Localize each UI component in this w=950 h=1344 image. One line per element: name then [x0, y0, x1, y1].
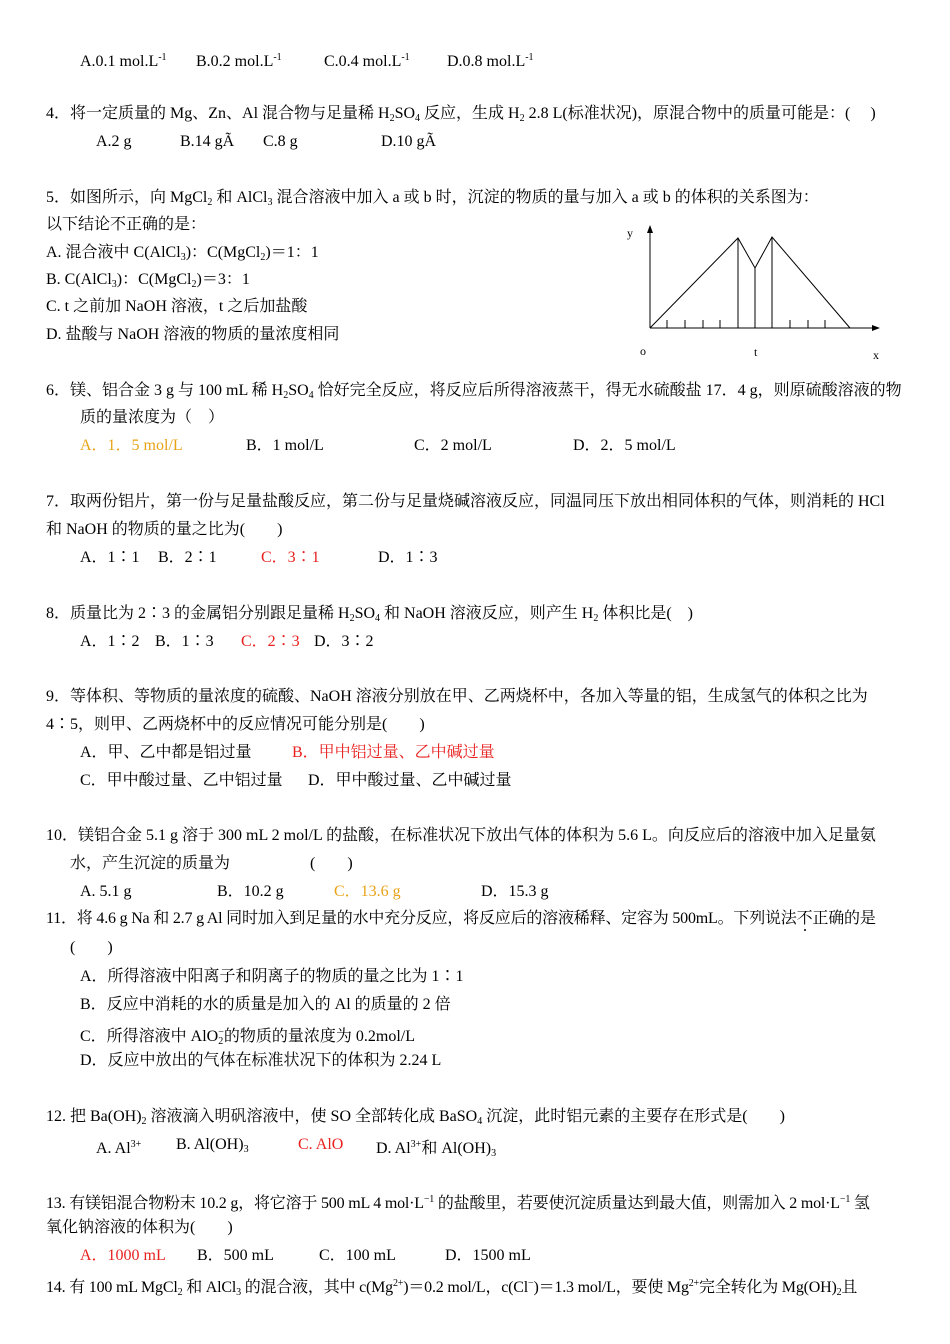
q5-stem: 5．如图所示，向 MgCl$_2$ 和 AlCl$_3$ 混合溶液中加入 a 或 b 时，沉淀的物质的量与加入 a 或 b 的体积的关系图为：: [46, 189, 819, 208]
q8-option-a: A．1∶2: [80, 633, 140, 650]
q13-option-d: D．1500 mL: [445, 1247, 531, 1264]
q5-prompt: 以下结论不正确的是：: [46, 216, 207, 233]
q12-option-d: D. $Al^{3+}$和 $Al(OH)_3$: [376, 1139, 497, 1159]
q10-option-d: D．15.3 g: [481, 883, 549, 900]
q5-option-c: C. t 之前加 NaOH 溶液，t 之后加盐酸: [46, 298, 308, 315]
graph-curve: [650, 237, 850, 328]
q10-option-c: C．13.6 g: [334, 883, 401, 900]
q13-option-b: B．500 mL: [197, 1247, 274, 1264]
q5-option-a: A. 混合液中 C(AlCl$_3$)：C(MgCl$_2$)＝1：1: [46, 244, 319, 263]
q12-stem: 12. 把 $Ba(OH)_2$ 溶液滴入明矾溶液中，使 SO 全部转化成 BaSO$_4$ 沉淀，此时铝元素的主要存在形式是( ): [46, 1108, 785, 1127]
q4-option-c: C.8 g: [263, 133, 298, 150]
q10-stem: 10．镁铝合金 5.1 g 溶于 300 mL 2 mol/L 的盐酸，在标准状况下放出气体的体积为 5.6 L。向反应后的溶液中加入足量氨: [46, 827, 876, 844]
q6-option-a: A．1．5 mol/L: [80, 437, 183, 454]
q8-stem: 8．质量比为 2∶3 的金属铝分别跟足量稀 $H_2SO_4$ 和 NaOH 溶液反应，则产生 $H_2$ 体积比是( ): [46, 605, 694, 624]
q12-option-b: B. $Al(OH)_3$: [176, 1136, 249, 1155]
q12-option-a: A. $Al^{3+}$: [96, 1139, 142, 1157]
q6-option-c: C．2 mol/L: [414, 437, 492, 454]
q11-stem-cont: ( ): [70, 939, 113, 956]
q5-graph: [620, 220, 890, 365]
q7-stem-cont: 和 NaOH 的物质的量之比为( ): [46, 521, 283, 538]
q6-stem-cont: 质的量浓度为（ ）: [80, 409, 225, 426]
q12-option-c: C. AlO: [298, 1136, 344, 1153]
q9-option-b: B．甲中铝过量、乙中碱过量: [292, 744, 495, 761]
q13-option-a: A．1000 mL: [80, 1247, 166, 1264]
q7-option-b: B．2∶1: [158, 549, 217, 566]
q4-option-a: A.2 g: [96, 133, 132, 150]
q6-option-b: B．1 mol/L: [246, 437, 324, 454]
q4-option-b: B.14 gÃ: [180, 133, 235, 150]
graph-origin-label: o: [640, 344, 646, 358]
graph-y-arrow: [647, 225, 653, 233]
q9-stem-cont: 4∶5，则甲、乙两烧杯中的反应情况可能分别是( ): [46, 716, 425, 733]
q9-option-d: D．甲中酸过量、乙中碱过量: [308, 772, 512, 789]
q9-stem: 9．等体积、等物质的量浓度的硫酸、NaOH 溶液分别放在甲、乙两烧杯中，各加入等量的铝，生成氢气的体积之比为: [46, 688, 868, 705]
q8-option-c: C．2∶3: [241, 633, 300, 650]
q14-stem: 14. 有 100 mL MgCl$_2$ 和 AlCl$_3$ 的混合液，其中 $c(Mg^{2+})=0.2$ mol/L，c(Cl−)＝1.3 mol/L，要使 $Mg^{2+}$完全转化为 $Mg(OH)_2$且: [46, 1278, 858, 1298]
q11-option-a: A．所得溶液中阳离子和阴离子的物质的量之比为 1∶1: [80, 968, 464, 985]
q6-stem: 6．镁、铝合金 3 g 与 100 mL 稀 $H_2SO_4$ 恰好完全反应，将反应后所得溶液蒸干，得无水硫酸盐 17．4 g，则原硫酸溶液的物: [46, 382, 902, 401]
q4-option-d: D.10 gÃ: [381, 133, 437, 150]
q13-stem: 13. 有镁铝混合物粉末 10.2 g，将它溶于 500 mL 4 $mol\cdot L^{-1}$ 的盐酸里，若要使沉淀质量达到最大值，则需加入 2 $mol\cdot L^{-1}$ 氢: [46, 1194, 870, 1212]
q6-option-d: D．2．5 mol/L: [573, 437, 676, 454]
q7-stem: 7．取两份铝片，第一份与足量盐酸反应，第二份与足量烧碱溶液反应，同温同压下放出相同体积的气体，则消耗的 HCl: [46, 493, 885, 510]
q3-option-d: D.0.8 $mol.L^{-1}$: [447, 52, 534, 70]
q11-stem: 11．将 4.6 g Na 和 2.7 g Al 同时加入到足量的水中充分反应，将反应后的溶液稀释、定容为 500mL。下列说法不正确的是: [46, 910, 876, 927]
q11-option-c: C．所得溶液中 AlO$_2$−的物质的量浓度为 0.2mol/L: [80, 1027, 415, 1047]
q3-option-c: C.0.4 $mol.L^{-1}$: [324, 52, 410, 70]
graph-x-arrow: [872, 325, 880, 331]
q8-option-b: B．1∶3: [155, 633, 214, 650]
q3-option-a: A.0.1 $mol.L^{-1}$: [80, 52, 167, 70]
q10-option-b: B．10.2 g: [217, 883, 284, 900]
q7-option-a: A．1∶1: [80, 549, 140, 566]
q10-option-a: A. 5.1 g: [80, 883, 132, 900]
q9-option-a: A．甲、乙中都是铝过量: [80, 744, 252, 761]
q7-option-d: D．1∶3: [378, 549, 438, 566]
graph-x-label: x: [873, 348, 879, 362]
q10-stem-cont: 水，产生沉淀的质量为 ( ): [70, 855, 353, 872]
q4-stem: 4．将一定质量的 Mg、Zn、Al 混合物与足量稀 $H_2SO_4$ 反应，生成 $H_2$ 2.8 L(标准状况)，原混合物中的质量可能是：( ): [46, 105, 876, 124]
q5-option-b: B. C(AlCl$_3$)：C(MgCl$_2$)＝3：1: [46, 271, 250, 290]
graph-ticks: [667, 320, 825, 328]
q13-option-c: C．100 mL: [319, 1247, 396, 1264]
q5-option-d: D. 盐酸与 NaOH 溶液的物质的量浓度相同: [46, 326, 340, 343]
q3-option-b: B.0.2 $mol.L^{-1}$: [196, 52, 282, 70]
q11-option-b: B．反应中消耗的水的质量是加入的 Al 的质量的 2 倍: [80, 996, 451, 1013]
q9-option-c: C．甲中酸过量、乙中铝过量: [80, 772, 283, 789]
q8-option-d: D．3∶2: [314, 633, 374, 650]
graph-y-label: y: [627, 226, 633, 240]
q11-option-d: D．反应中放出的气体在标准状况下的体积为 2.24 L: [80, 1052, 442, 1069]
q7-option-c: C．3∶1: [261, 549, 320, 566]
q13-stem-cont: 氧化钠溶液的体积为( ): [46, 1219, 233, 1236]
graph-t-label: t: [754, 345, 758, 359]
